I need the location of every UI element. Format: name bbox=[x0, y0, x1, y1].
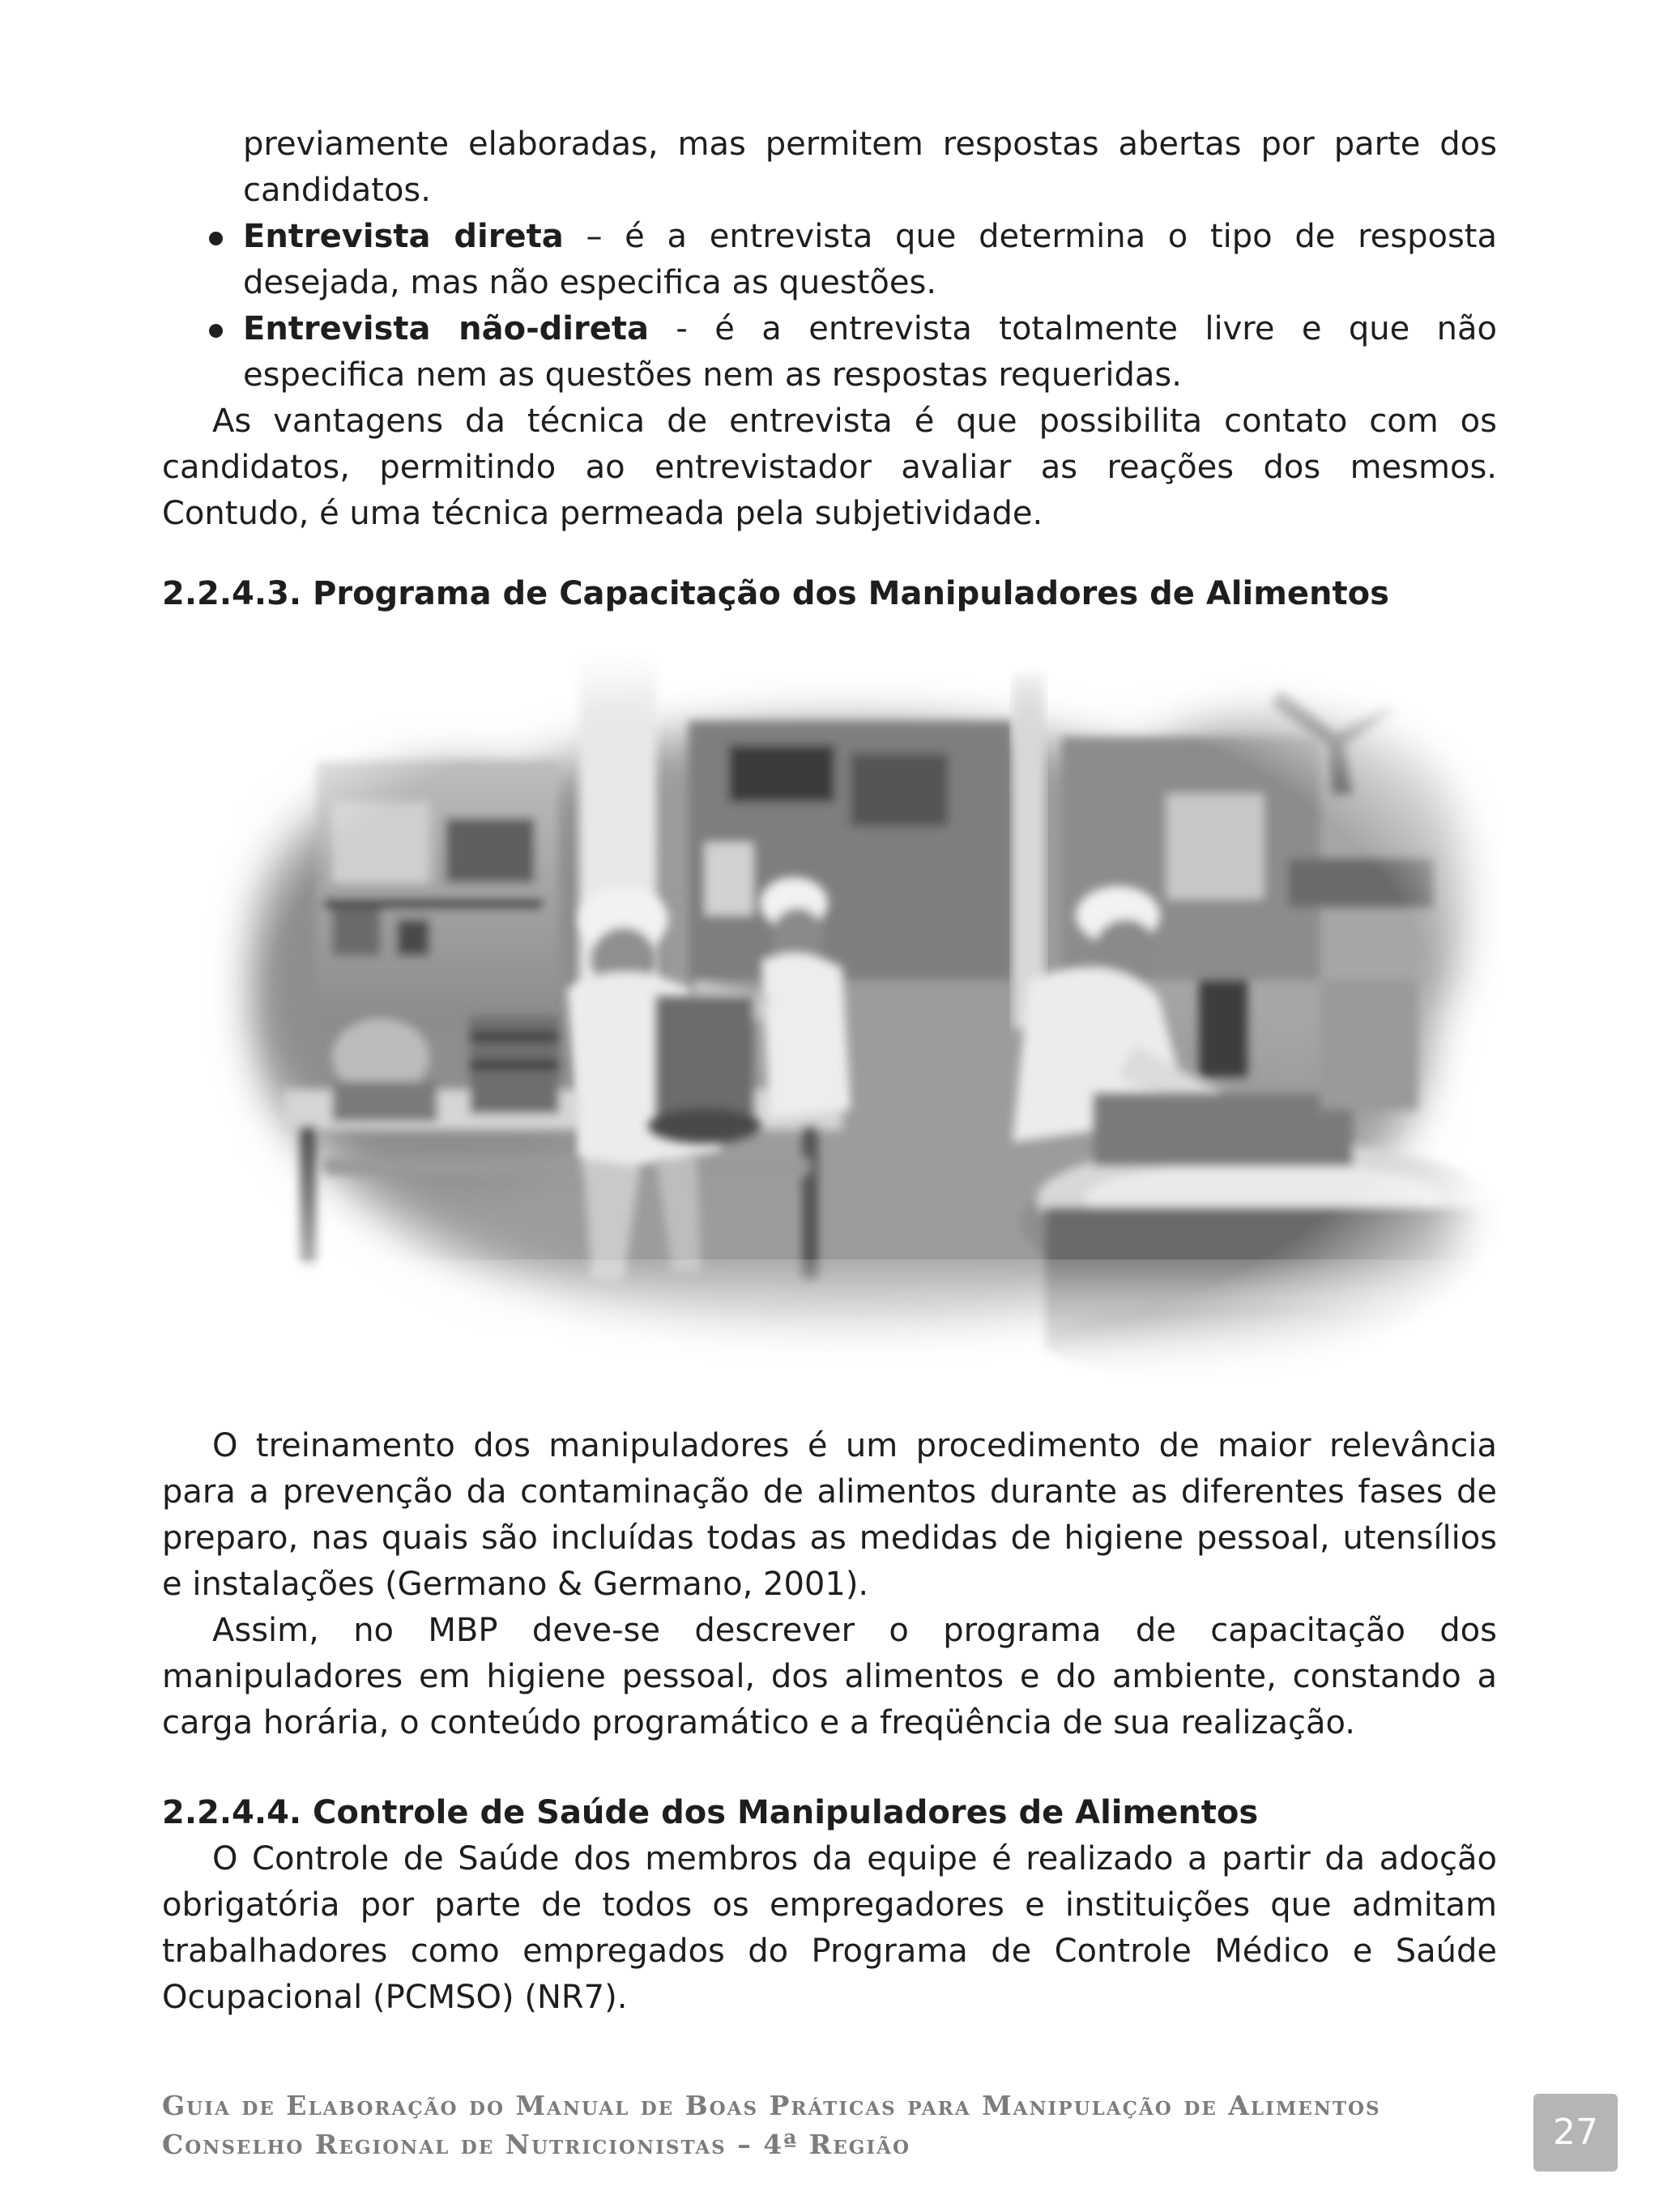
bullet-dot-icon bbox=[209, 324, 223, 338]
list-continuation-line1: previamente elaboradas, mas permitem respostas abertas por parte dos bbox=[243, 126, 1497, 163]
bullet-text: – é a entrevista que determina o tipo de resposta desejada, mas não especifica as questões. bbox=[243, 218, 1497, 301]
paragraph-controle-saude: O Controle de Saúde dos membros da equipe é realizado a partir da adoção obrigatória por parte de todos os empregadores e instituições que admitam trabalhadores como empregados do Programa de Controle Médico e Saúde Ocupacional (PCMSO) (NR7). bbox=[162, 1840, 1497, 2016]
bullet-dot-icon bbox=[209, 232, 223, 245]
bullet-entrevista-nao-direta bbox=[162, 306, 1497, 399]
kitchen-workers-illustration bbox=[203, 640, 1499, 1393]
section-2243-header bbox=[162, 571, 1497, 617]
bullet-term: Entrevista não-direta bbox=[243, 310, 649, 347]
paragraph-treinamento: O treinamento dos manipuladores é um procedimento de maior relevância para a prevenção da contaminação de alimentos durante as diferentes fases de preparo, nas quais são incluídas todas as medidas de higiene pessoal, utensílios e instalações (Germano & Germano, 2001). bbox=[162, 1427, 1497, 1603]
paragraph-assim: Assim, no MBP deve-se descrever o programa de capacitação dos manipuladores em higiene pessoal, dos alimentos e do ambiente, constando a carga horária, o conteúdo programático e a freqüência de sua realização. bbox=[162, 1612, 1497, 1741]
section-2243-body bbox=[162, 1423, 1497, 1746]
paragraph-vantagens: As vantagens da técnica de entrevista é que possibilita contato com os candidatos, permitindo ao entrevistador avaliar as reações dos mesmos. Contudo, é uma técnica permeada pela subjetividade. bbox=[162, 403, 1497, 532]
top-list bbox=[162, 121, 1497, 537]
list-continuation-line2: candidatos. bbox=[243, 172, 431, 209]
bullet-text: - é a entrevista totalmente livre e que não especifica nem as questões nem as respostas requeridas. bbox=[243, 310, 1497, 394]
bullet-term: Entrevista direta bbox=[243, 218, 564, 255]
footer-guide-title: Guia de Elaboração do Manual de Boas Práticas para Manipulação de Alimentos bbox=[162, 2090, 1381, 2121]
section-heading: 2.2.4.4. Controle de Saúde dos Manipuladores de Alimentos bbox=[162, 1794, 1259, 1831]
section-2244 bbox=[162, 1790, 1497, 2021]
footer-council-name: Conselho Regional de Nutricionistas – 4ª Região bbox=[162, 2129, 911, 2160]
page-number-badge: 27 bbox=[1533, 2094, 1618, 2172]
bullet-entrevista-direta bbox=[162, 214, 1497, 306]
section-heading: 2.2.4.3. Programa de Capacitação dos Manipuladores de Alimentos bbox=[162, 575, 1389, 612]
